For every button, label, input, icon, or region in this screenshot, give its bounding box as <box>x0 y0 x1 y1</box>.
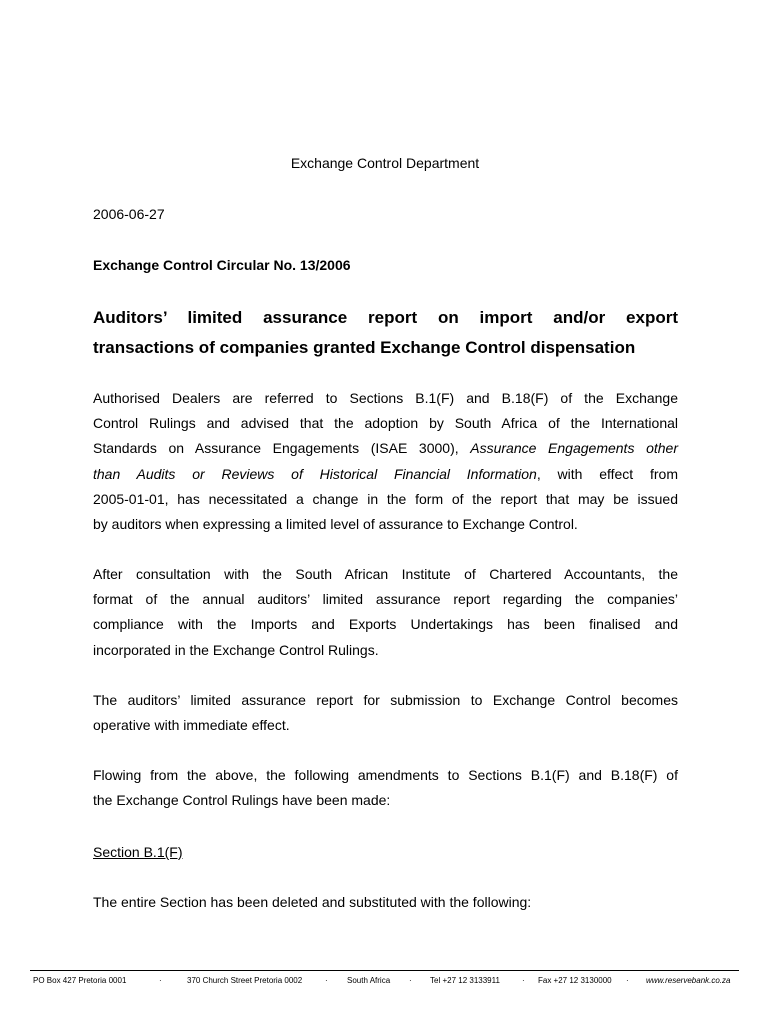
paragraph-line <box>93 462 678 487</box>
paragraph-line: After consultation with the South African Institute of Chartered Accountants, the <box>93 566 678 582</box>
department-name: Exchange Control Department <box>290 155 480 171</box>
circular-number: Exchange Control Circular No. 13/2006 <box>93 257 351 273</box>
paragraph-line: Flowing from the above, the following amendments to Sections B.1(F) and B.18(F) of <box>93 767 678 783</box>
paragraph-line: 2005-01-01, has necessitated a change in the form of the report that may be issued <box>93 490 678 507</box>
footer-separator: · <box>409 976 412 985</box>
paragraph-line: compliance with the Imports and Exports Undertakings has been finalised and <box>93 616 678 633</box>
paragraph-section-substituted: The entire Section has been deleted and substituted with the following: <box>93 894 532 910</box>
footer-divider <box>30 970 739 971</box>
footer-separator: · <box>626 976 629 985</box>
circular-date: 2006-06-27 <box>93 206 165 222</box>
footer-fax: Fax +27 12 3130000 <box>538 976 612 985</box>
paragraph-amendments <box>93 763 678 813</box>
footer-separator: · <box>159 976 162 985</box>
title-line-2: transactions of companies granted Exchange Control dispensation <box>93 338 636 357</box>
paragraph-consultation <box>93 562 678 663</box>
paragraph-line: by auditors when expressing a limited level of assurance to Exchange Control. <box>93 516 578 533</box>
publication-title-italic: than Audits or Reviews of Historical Financial Information <box>93 465 537 482</box>
title-line-1: Auditors’ limited assurance report on import and/or export <box>93 308 678 327</box>
paragraph-line: incorporated in the Exchange Control Rulings. <box>93 641 379 658</box>
footer-separator: · <box>522 976 525 985</box>
paragraph-operative <box>93 688 678 738</box>
publication-title-italic: Assurance Engagements other <box>470 440 678 457</box>
paragraph-authorised-dealers <box>93 386 678 537</box>
paragraph-line: operative with immediate effect. <box>93 717 290 734</box>
paragraph-line: the Exchange Control Rulings have been made: <box>93 792 391 809</box>
paragraph-line: Control Rulings and advised that the adoption by South Africa of the International <box>93 415 678 432</box>
paragraph-line <box>93 436 678 461</box>
footer-po-box: PO Box 427 Pretoria 0001 <box>33 976 127 985</box>
document-title <box>93 303 678 363</box>
page-footer <box>33 976 739 990</box>
section-heading: Section B.1(F) <box>93 844 183 860</box>
paragraph-text: , with effect from <box>536 465 678 482</box>
paragraph-line: Authorised Dealers are referred to Sections B.1(F) and B.18(F) of the Exchange <box>93 390 678 406</box>
paragraph-line: format of the annual auditors’ limited assurance report regarding the companies’ <box>93 591 678 608</box>
footer-street-address: 370 Church Street Pretoria 0002 <box>187 976 303 985</box>
paragraph-line: The auditors’ limited assurance report for submission to Exchange Control becomes <box>93 692 678 708</box>
footer-website-link[interactable]: www.reservebank.co.za <box>646 976 731 985</box>
paragraph-text: Standards on Assurance Engagements (ISAE 3000), <box>93 440 471 457</box>
footer-telephone: Tel +27 12 3133911 <box>430 976 500 985</box>
footer-separator: · <box>325 976 328 985</box>
footer-country: South Africa <box>347 976 391 985</box>
